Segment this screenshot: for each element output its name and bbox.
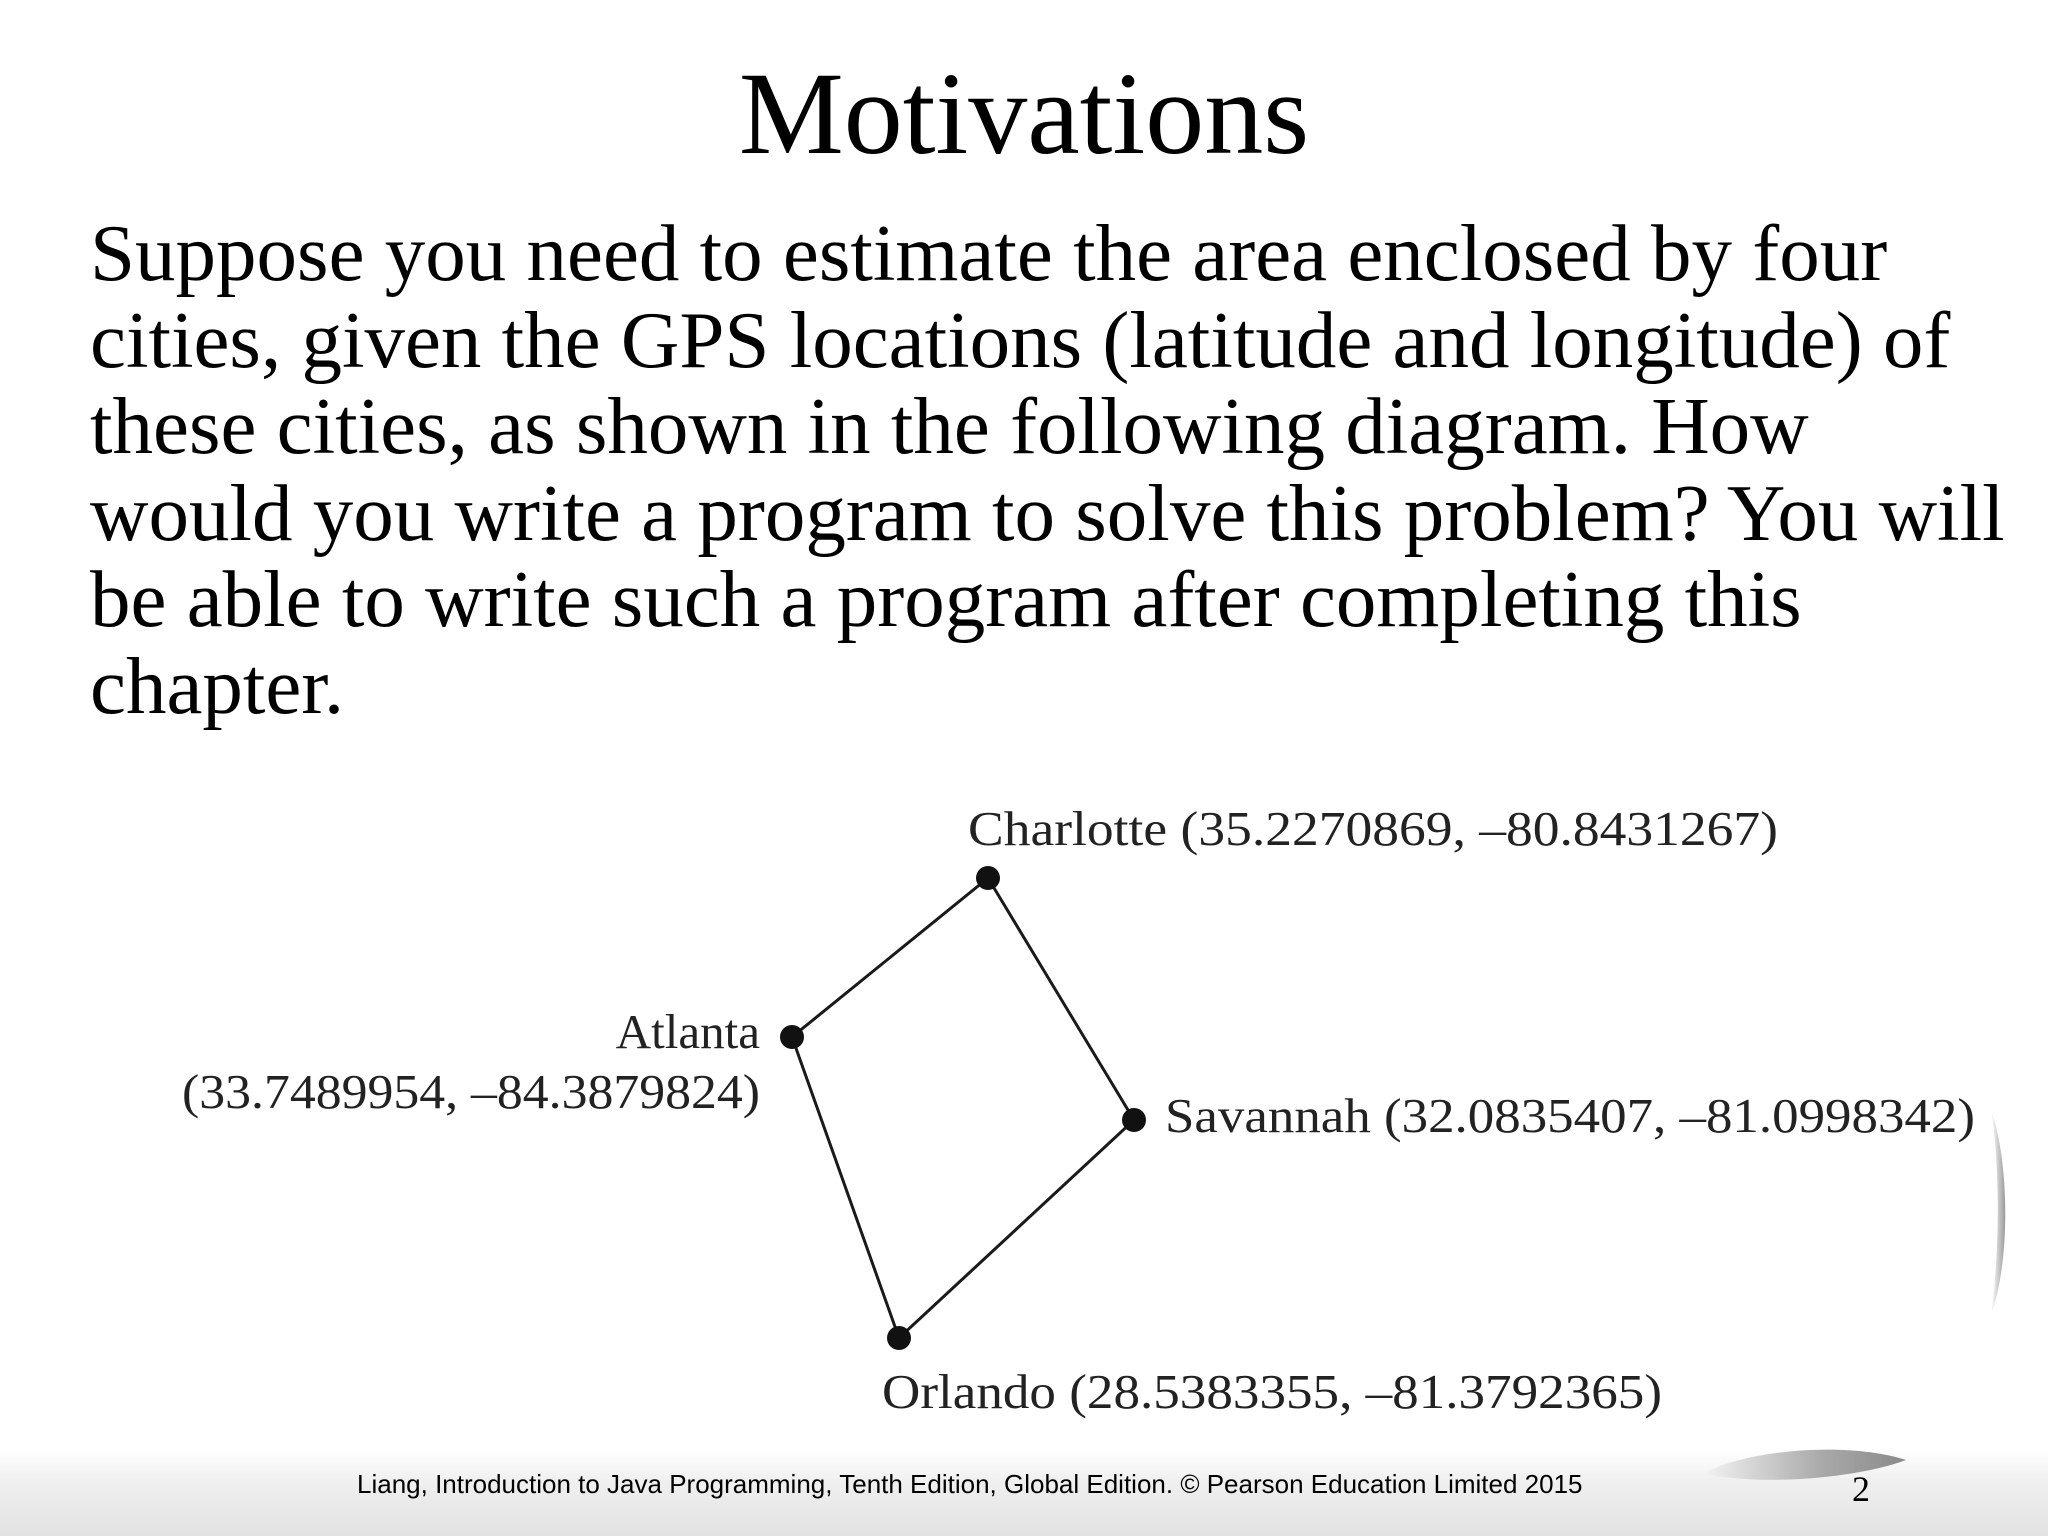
city-outline xyxy=(792,878,1134,1338)
atlanta-coordinates-label: (33.7489954, –84.3879824) xyxy=(182,1064,760,1119)
atlanta-label: Atlanta xyxy=(615,1004,760,1059)
orlando-label: Orlando (28.5383355, –81.3792365) xyxy=(882,1364,1662,1419)
body-line: cities, given the GPS locations (latitude and longitude) of xyxy=(90,294,1951,385)
savannah-point xyxy=(1122,1108,1146,1132)
body-line: chapter. xyxy=(90,640,345,731)
body-line: these cities, as shown in the following diagram. How xyxy=(90,381,1809,471)
orlando-point xyxy=(887,1326,911,1350)
decorative-side-swoosh xyxy=(1985,1110,2013,1315)
atlanta-point xyxy=(780,1025,804,1049)
savannah-label: Savannah (32.0835407, –81.0998342) xyxy=(1165,1088,1975,1143)
body-line: be able to write such a program after completing this xyxy=(90,554,1802,644)
decorative-footer-swoosh xyxy=(1700,1444,1910,1488)
body-line: Suppose you need to estimate the area enclosed by four xyxy=(90,208,1888,298)
footer-citation: Liang, Introduction to Java Programming, Tenth Edition, Global Edition. © Pearson Education Limited 2015 xyxy=(357,1469,1583,1499)
slide-title: Motivations xyxy=(738,48,1310,179)
charlotte-point xyxy=(976,866,1000,890)
charlotte-label: Charlotte (35.2270869, –80.8431267) xyxy=(968,801,1778,856)
page-number: 2 xyxy=(1852,1469,1870,1509)
body-line: would you write a program to solve this problem? You will xyxy=(90,467,2005,558)
